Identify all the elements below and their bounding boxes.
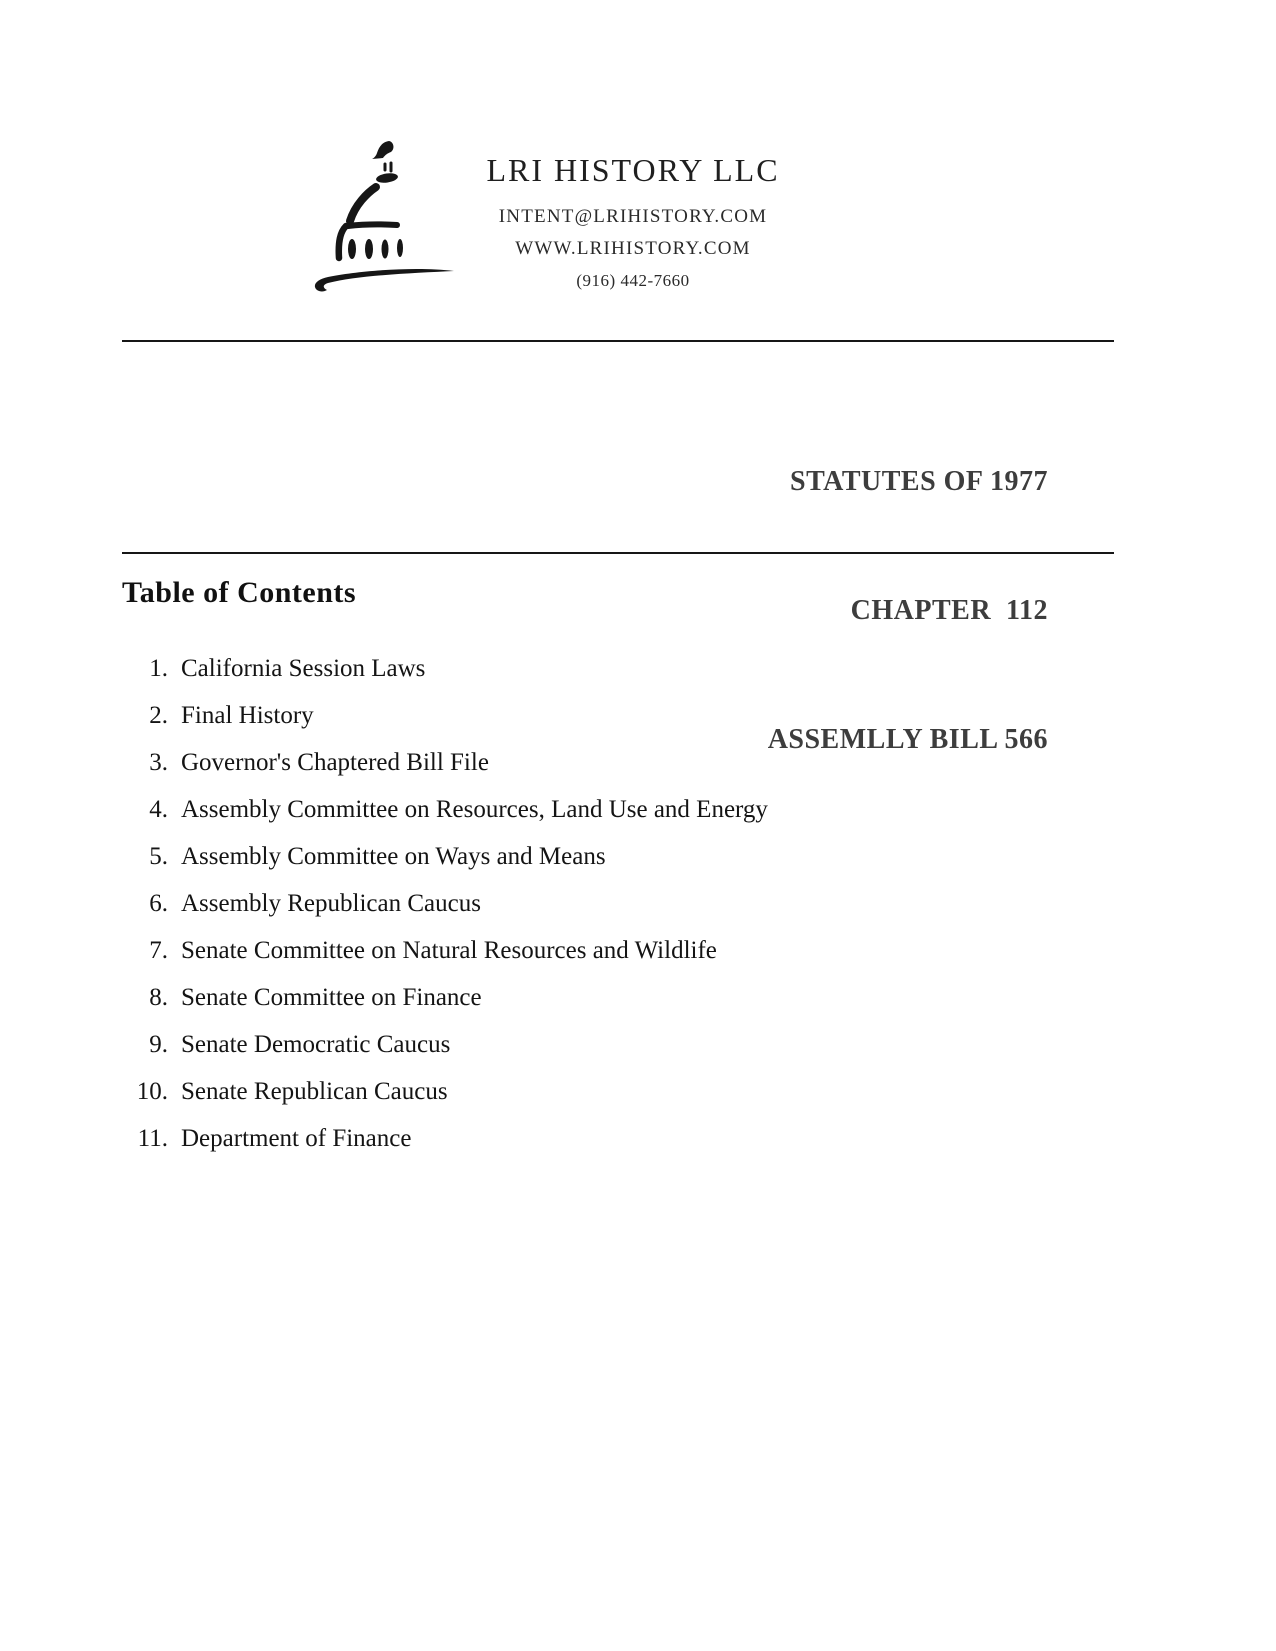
company-name: LRI HISTORY LLC: [486, 152, 780, 188]
assembly-bill-line: ASSEMLLY BILL 566: [767, 724, 1048, 755]
toc-item: [0, 880, 1100, 927]
toc-item: [0, 1021, 1100, 1068]
toc-item: [0, 927, 1100, 974]
toc-heading: Table of Contents: [122, 576, 357, 609]
divider-top: [122, 340, 1114, 342]
company-logo: [295, 125, 465, 295]
toc-item: [0, 833, 1100, 880]
toc-item-label: Final History: [181, 702, 314, 729]
toc-item-number: 1.: [149, 655, 168, 682]
toc-item-label: Senate Committee on Natural Resources and Wildlife: [181, 937, 717, 964]
company-email: INTENT@LRIHISTORY.COM: [498, 206, 768, 227]
toc-item-label: Assembly Committee on Resources, Land Use and Energy: [181, 796, 768, 823]
toc-item: [0, 974, 1100, 1021]
toc-item-number: 5.: [149, 843, 168, 870]
toc-item-number: 11.: [137, 1125, 168, 1152]
toc-item-number: 4.: [149, 796, 168, 823]
toc-item: [0, 645, 1100, 692]
toc-item-label: Senate Committee on Finance: [181, 984, 482, 1011]
toc-list: [0, 645, 1100, 1162]
toc-item-label: Department of Finance: [181, 1125, 412, 1152]
letterhead: [463, 150, 803, 292]
toc-item-number: 8.: [149, 984, 168, 1011]
toc-item-label: Assembly Republican Caucus: [181, 890, 481, 917]
toc-item-number: 10.: [136, 1078, 168, 1105]
toc-item: [0, 739, 1100, 786]
capitol-dome-icon: [295, 125, 465, 295]
toc-item: [0, 1115, 1100, 1162]
toc-item: [0, 1068, 1100, 1115]
chapter-line: CHAPTER 112: [850, 595, 1048, 626]
statutes-year-line: STATUTES OF 1977: [790, 466, 1048, 497]
toc-item-number: 3.: [149, 749, 168, 776]
toc-item-number: 6.: [149, 890, 168, 917]
company-phone: (916) 442-7660: [576, 271, 690, 290]
toc-item-number: 2.: [149, 702, 168, 729]
toc-item-number: 7.: [149, 937, 168, 964]
toc-item: [0, 786, 1100, 833]
toc-item-label: California Session Laws: [181, 655, 426, 682]
toc-item-label: Assembly Committee on Ways and Means: [181, 843, 606, 870]
company-website: WWW.LRIHISTORY.COM: [515, 238, 751, 259]
toc-item-number: 9.: [149, 1031, 168, 1058]
toc-item: [0, 692, 1100, 739]
toc-item-label: Governor's Chaptered Bill File: [181, 749, 489, 776]
toc-item-label: Senate Democratic Caucus: [181, 1031, 451, 1058]
toc-item-label: Senate Republican Caucus: [181, 1078, 448, 1105]
